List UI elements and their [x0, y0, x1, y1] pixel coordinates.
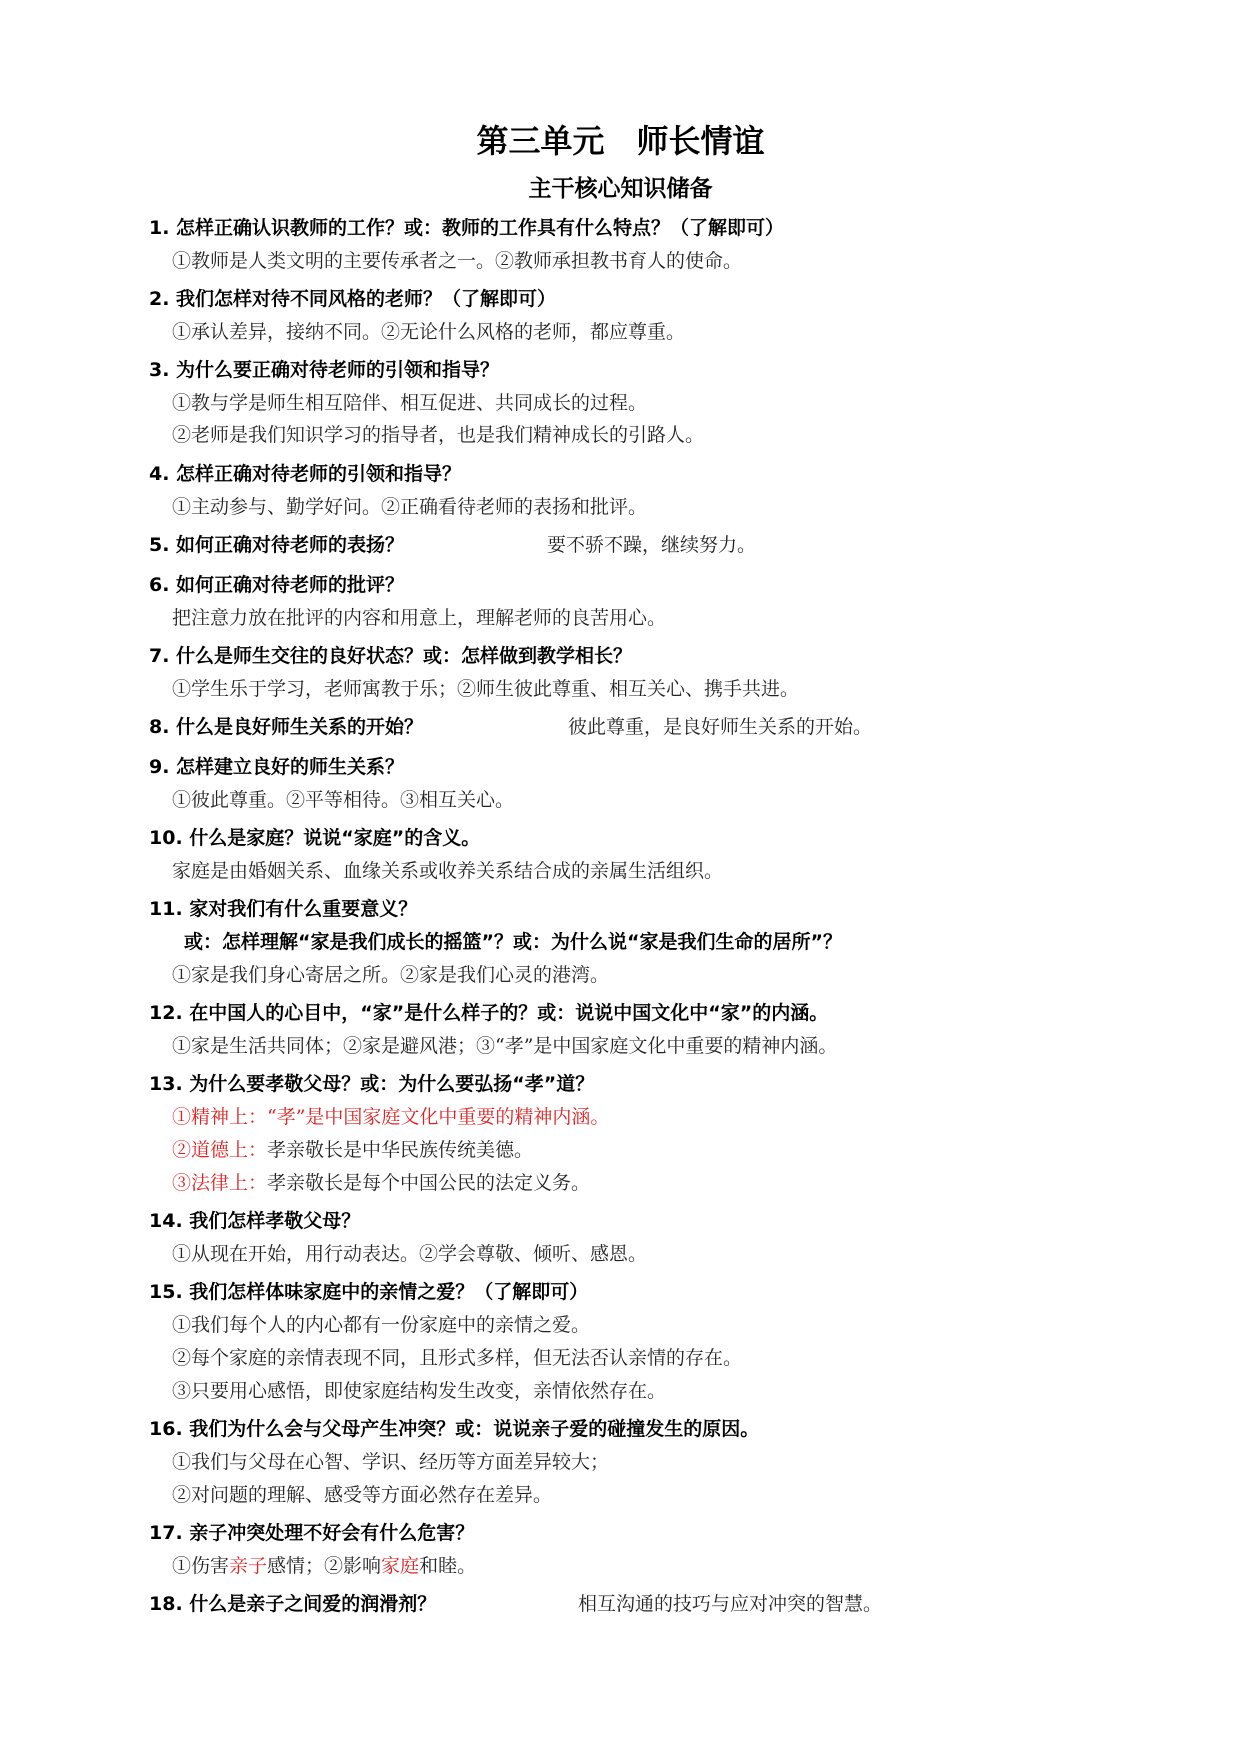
answer-9: ①彼此尊重。②平等相待。③相互关心。	[172, 789, 515, 811]
answer-1: ①教师是人类文明的主要传承者之一。②教师承担教书育人的使命。	[172, 250, 743, 272]
answer-13-line-3	[172, 1170, 590, 1196]
question-17: 17. 亲子冲突处理不好会有什么危害？	[149, 1522, 475, 1544]
answer-16-line-2: ②对问题的理解、感受等方面必然存在差异。	[172, 1484, 553, 1506]
answer-6: 把注意力放在批评的内容和用意上，理解老师的良苦用心。	[172, 607, 667, 629]
question-10: 10. 什么是家庭？说说“家庭”的含义。	[149, 827, 481, 849]
question-15: 15. 我们怎样体味家庭中的亲情之爱？（了解即可）	[149, 1281, 589, 1303]
answer-16-line-1: ①我们与父母在心智、学识、经历等方面差异较大；	[172, 1451, 610, 1473]
question-14: 14. 我们怎样孝敬父母？	[149, 1210, 361, 1232]
answer-7: ①学生乐于学习，老师寓教于乐；②师生彼此尊重、相互关心、携手共进。	[172, 678, 800, 700]
question-4: 4. 怎样正确对待老师的引领和指导？	[149, 463, 462, 485]
question-9: 9. 怎样建立良好的师生关系？	[149, 756, 405, 778]
answer-11: ①家是我们身心寄居之所。②家是我们心灵的港湾。	[172, 964, 610, 986]
answer-10: 家庭是由婚姻关系、血缘关系或收养关系结合成的亲属生活组织。	[172, 860, 724, 882]
answer-13-line-2-label: ②道德上：	[172, 1139, 268, 1161]
question-2: 2. 我们怎样对待不同风格的老师？（了解即可）	[149, 288, 557, 310]
question-11-alt: 或：怎样理解“家是我们成长的摇篮”？或：为什么说“家是我们生命的居所”？	[184, 931, 842, 953]
question-6: 6. 如何正确对待老师的批评？	[149, 574, 405, 596]
answer-13-line-3-label: ③法律上：	[172, 1172, 268, 1194]
answer-2: ①承认差异，接纳不同。②无论什么风格的老师，都应尊重。	[172, 321, 686, 343]
answer-15-line-3: ③只要用心感悟，即使家庭结构发生改变，亲情依然存在。	[172, 1380, 667, 1402]
question-1: 1. 怎样正确认识教师的工作？或：教师的工作具有什么特点？（了解即可）	[149, 217, 785, 239]
answer-13-line-3-text: 孝亲敬长是每个中国公民的法定义务。	[267, 1172, 591, 1194]
answer-12: ①家是生活共同体；②家是避风港；③“孝”是中国家庭文化中重要的精神内涵。	[172, 1035, 838, 1057]
answer-17	[172, 1553, 476, 1579]
question-11: 11. 家对我们有什么重要意义？	[149, 898, 418, 920]
page-title: 第三单元 师长情谊	[476, 122, 765, 160]
answer-17-highlight-2: 家庭	[381, 1555, 420, 1577]
answer-13-line-2-text: 孝亲敬长是中华民族传统美德。	[267, 1139, 534, 1161]
answer-15-line-2: ②每个家庭的亲情表现不同，且形式多样，但无法否认亲情的存在。	[172, 1347, 743, 1369]
answer-4: ①主动参与、勤学好问。②正确看待老师的表扬和批评。	[172, 496, 648, 518]
answer-18: 相互沟通的技巧与应对冲突的智慧。	[578, 1593, 883, 1615]
answer-17-part-2: 感情；②影响	[267, 1555, 382, 1577]
answer-3-line-2: ②老师是我们知识学习的指导者，也是我们精神成长的引路人。	[172, 424, 705, 446]
answer-14: ①从现在开始，用行动表达。②学会尊敬、倾听、感恩。	[172, 1243, 648, 1265]
answer-13-line-2	[172, 1137, 533, 1163]
question-16: 16. 我们为什么会与父母产生冲突？或：说说亲子爱的碰撞发生的原因。	[149, 1418, 760, 1440]
answer-3-line-1: ①教与学是师生相互陪伴、相互促进、共同成长的过程。	[172, 392, 648, 414]
page-subtitle: 主干核心知识储备	[528, 176, 713, 202]
question-5: 5. 如何正确对待老师的表扬？	[149, 534, 405, 556]
question-3: 3. 为什么要正确对待老师的引领和指导？	[149, 359, 500, 381]
answer-5: 要不骄不躁，继续努力。	[547, 534, 757, 556]
answer-17-highlight-1: 亲子	[229, 1555, 268, 1577]
question-8: 8. 什么是良好师生关系的开始？	[149, 716, 424, 738]
answer-17-part-3: 和睦。	[419, 1555, 477, 1577]
answer-8: 彼此尊重，是良好师生关系的开始。	[568, 716, 873, 738]
answer-15-line-1: ①我们每个人的内心都有一份家庭中的亲情之爱。	[172, 1314, 591, 1336]
question-7: 7. 什么是师生交往的良好状态？或：怎样做到教学相长？	[149, 645, 633, 667]
answer-17-part-1: ①伤害	[172, 1555, 230, 1577]
question-18: 18. 什么是亲子之间爱的润滑剂？	[149, 1593, 437, 1615]
answer-13-line-1: ①精神上：“孝”是中国家庭文化中重要的精神内涵。	[172, 1106, 610, 1128]
question-12: 12. 在中国人的心目中，“家”是什么样子的？或：说说中国文化中“家”的内涵。	[149, 1002, 829, 1024]
question-13: 13. 为什么要孝敬父母？或：为什么要弘扬“孝”道？	[149, 1073, 595, 1095]
